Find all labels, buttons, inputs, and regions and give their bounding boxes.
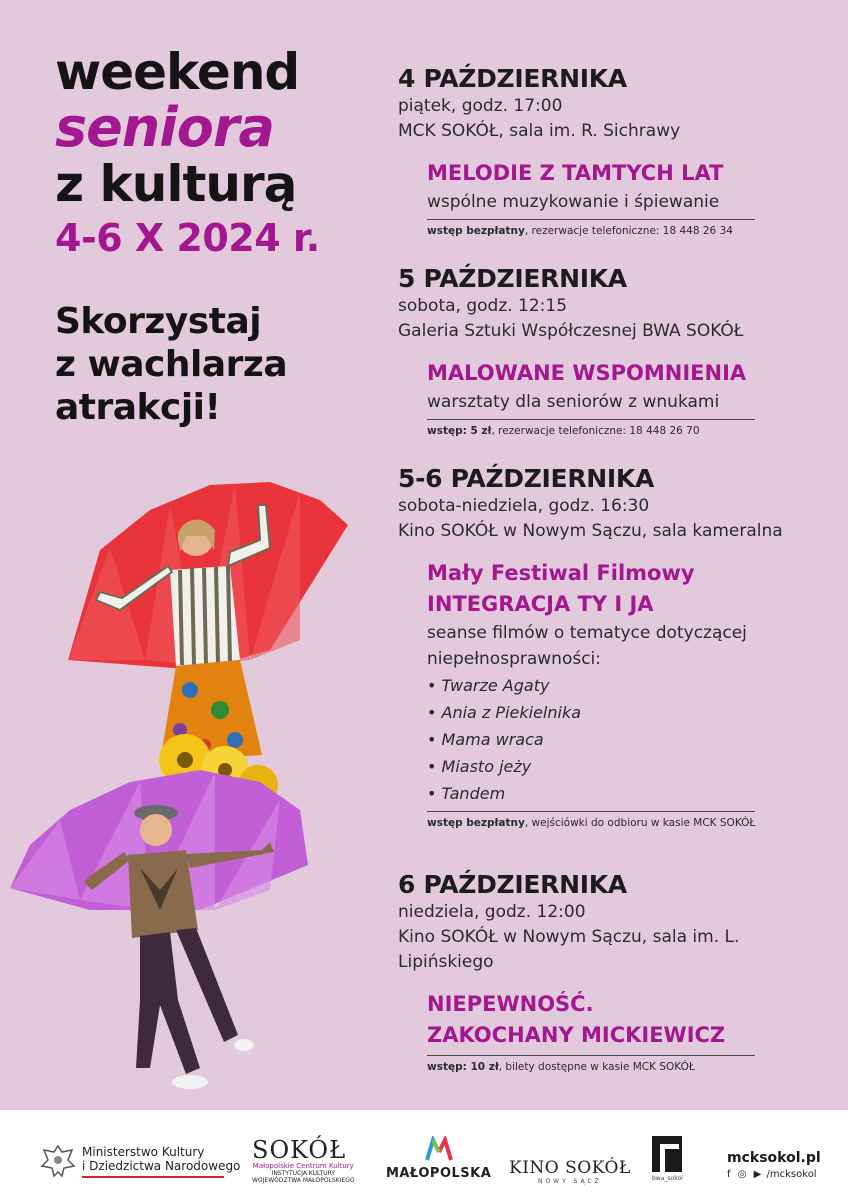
sokol-subtitle-2: INSTYTUCJA KULTURY [271,1170,336,1177]
eagle-emblem-icon [40,1142,76,1180]
event-venue: Kino SOKÓŁ w Nowym Sączu, sala kameralna [398,521,783,541]
headline-line-3: z kulturą [55,155,297,213]
event-date: 5 PAŹDZIERNIKA [398,264,627,293]
event-date: 5-6 PAŹDZIERNIKA [398,464,655,493]
dancing-seniors-illustration [0,470,380,1110]
event-time: niedziela, godz. 12:00 [398,902,586,922]
event-entry-info [427,812,838,834]
headline-block [55,44,385,429]
event-time: piątek, godz. 17:00 [398,96,563,116]
event-details [427,989,838,1078]
ministry-name-line-2: i Dziedzictwa Narodowego [82,1158,241,1173]
reservation-info: , rezerwacje telefoniczne: 18 448 26 70 [491,425,700,437]
bwa-wordmark: bwa_sokol [652,1175,683,1182]
facebook-icon[interactable]: f [727,1169,731,1180]
website-link[interactable]: mcksokol.pl [727,1150,821,1166]
malopolska-m-icon [424,1136,454,1162]
malopolska-logo [386,1136,491,1181]
film-item: • Miasto jeży [427,757,532,776]
instagram-icon[interactable]: ◎ [737,1169,747,1180]
ministry-name [82,1145,240,1178]
event-subtitle: INTEGRACJA TY I JA [427,592,654,616]
event-details [427,158,838,242]
events-column [398,64,838,1100]
youtube-icon[interactable]: ▶ [753,1169,762,1180]
sokol-subtitle-3: WOJEWÓDZTWA MAŁOPOLSKIEGO [252,1177,355,1184]
event-description: wspólne muzykowanie i śpiewanie [427,192,720,212]
event-time: sobota-niedziela, godz. 16:30 [398,496,650,516]
event-entry-info [427,220,838,242]
event-description: seanse filmów o tematyce dotyczącej [427,623,747,643]
slogan-line-2: z wachlarza [55,344,288,385]
kino-sokol-wordmark: KINO SOKÓŁ [509,1158,631,1178]
contact-block [727,1150,821,1180]
event-details [427,358,838,442]
event-time: sobota, godz. 12:15 [398,296,568,316]
event-description: warsztaty dla seniorów z wnukami [427,392,720,412]
event-description-2: niepełnosprawności: [427,649,602,669]
event-date: 4 PAŹDZIERNIKA [398,64,627,93]
sokol-mck-logo [252,1138,355,1184]
entry-price: wstęp bezpłatny [427,817,525,829]
slogan-line-3: atrakcji! [55,387,221,428]
sponsor-footer [0,1110,848,1200]
event-title: MELODIE Z TAMTYCH LAT [427,161,724,185]
event-date: 6 PAŹDZIERNIKA [398,870,627,899]
bwa-logo-icon [652,1136,682,1172]
entry-price: wstęp: 10 zł [427,1061,499,1073]
sokol-wordmark: SOKÓŁ [252,1136,347,1164]
event-entry-info [427,1056,838,1078]
event-entry-info [427,420,838,442]
film-item: • Mama wraca [427,730,544,749]
film-item: • Twarze Agaty [427,676,550,695]
headline-line-1: weekend [55,43,300,101]
slogan-line-1: Skorzystaj [55,301,262,342]
event-details [427,558,838,834]
film-list [427,672,838,807]
event-venue: Galeria Sztuki Współczesnej BWA SOKÓŁ [398,321,744,341]
ministry-logo [40,1142,240,1180]
film-item: • Tandem [427,784,506,803]
slogan [55,300,385,429]
event-title: Mały Festiwal Filmowy [427,561,695,585]
headline-line-2: seniora [55,96,274,159]
malopolska-wordmark: MAŁOPOLSKA [386,1166,492,1181]
headline-dates: 4-6 X 2024 r. [55,216,320,260]
event-venue: Kino SOKÓŁ w Nowym Sączu, sala im. L. Lipińskiego [398,927,740,972]
reservation-info: , rezerwacje telefoniczne: 18 448 26 34 [524,225,733,237]
event-5-6-oct [398,464,838,834]
bwa-sokol-logo [652,1136,683,1182]
social-links [727,1169,821,1180]
ticket-info: , wejściówki do odbioru w kasie MCK SOKÓŁ [524,817,756,829]
entry-price: wstęp: 5 zł [427,425,492,437]
kino-sokol-logo [509,1158,631,1185]
event-5-oct [398,264,838,442]
kino-sokol-city: NOWY SĄCZ [537,1178,602,1185]
red-underline [82,1176,224,1178]
entry-price: wstęp bezpłatny [427,225,525,237]
ticket-info: , bilety dostępne w kasie MCK SOKÓŁ [498,1061,695,1073]
sokol-subtitle: Małopolskie Centrum Kultury [252,1162,354,1170]
event-venue: MCK SOKÓŁ, sala im. R. Sichrawy [398,121,681,141]
film-item: • Ania z Piekielnika [427,703,582,722]
event-4-oct [398,64,838,242]
event-6-oct [398,870,838,1078]
event-subtitle: ZAKOCHANY MICKIEWICZ [427,1023,726,1047]
ministry-name-line-1: Ministerstwo Kultury [82,1144,205,1159]
event-title: MALOWANE WSPOMNIENIA [427,361,747,385]
social-handle: /mcksokol [766,1169,817,1180]
event-title: NIEPEWNOŚĆ. [427,992,594,1016]
